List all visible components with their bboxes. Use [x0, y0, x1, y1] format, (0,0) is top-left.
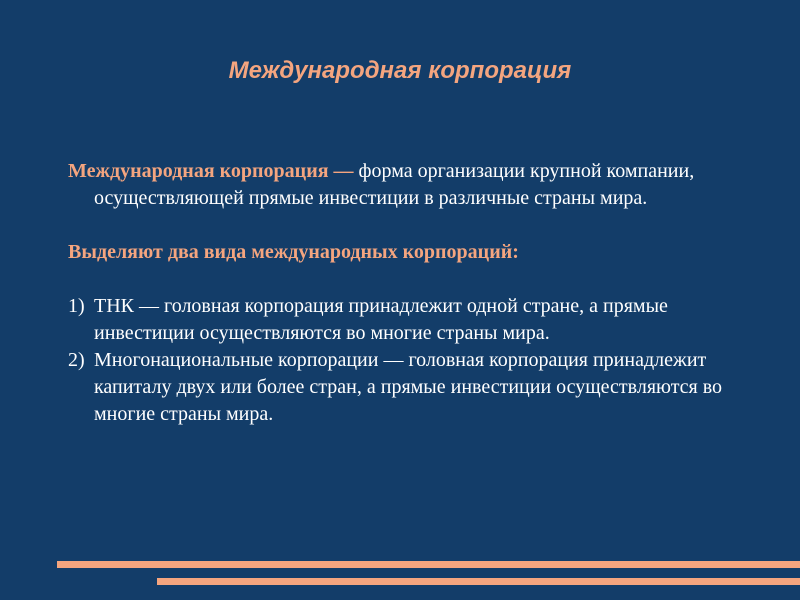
types-heading: Выделяют два вида международных корпораций: — [68, 241, 519, 263]
list-item-number: 2) — [68, 349, 85, 371]
slide-body — [68, 158, 748, 428]
spacer — [68, 266, 748, 293]
list-item-text: Многонациональные корпорации — головная корпорация принадлежит капиталу двух или более стран, а прямые инвестиции осуществляются во многие страны мира. — [94, 349, 723, 425]
decorative-bar-upper — [57, 561, 800, 568]
slide-title: Международная корпорация — [228, 57, 572, 84]
list-item-text: ТНК — головная корпорация принадлежит одной стране, а прямые инвестиции осуществляются во многие страны мира. — [94, 295, 668, 344]
list-item — [68, 293, 748, 347]
definition-term: Международная корпорация — — [68, 160, 354, 182]
decorative-bar-lower — [157, 578, 800, 585]
definition-text: форма организации крупной компании, осуществляющей прямые инвестиции в различные страны мира. — [94, 160, 695, 209]
list-item-number: 1) — [68, 295, 85, 317]
list-item — [68, 347, 748, 428]
spacer — [68, 212, 748, 239]
definition-paragraph — [68, 158, 748, 212]
